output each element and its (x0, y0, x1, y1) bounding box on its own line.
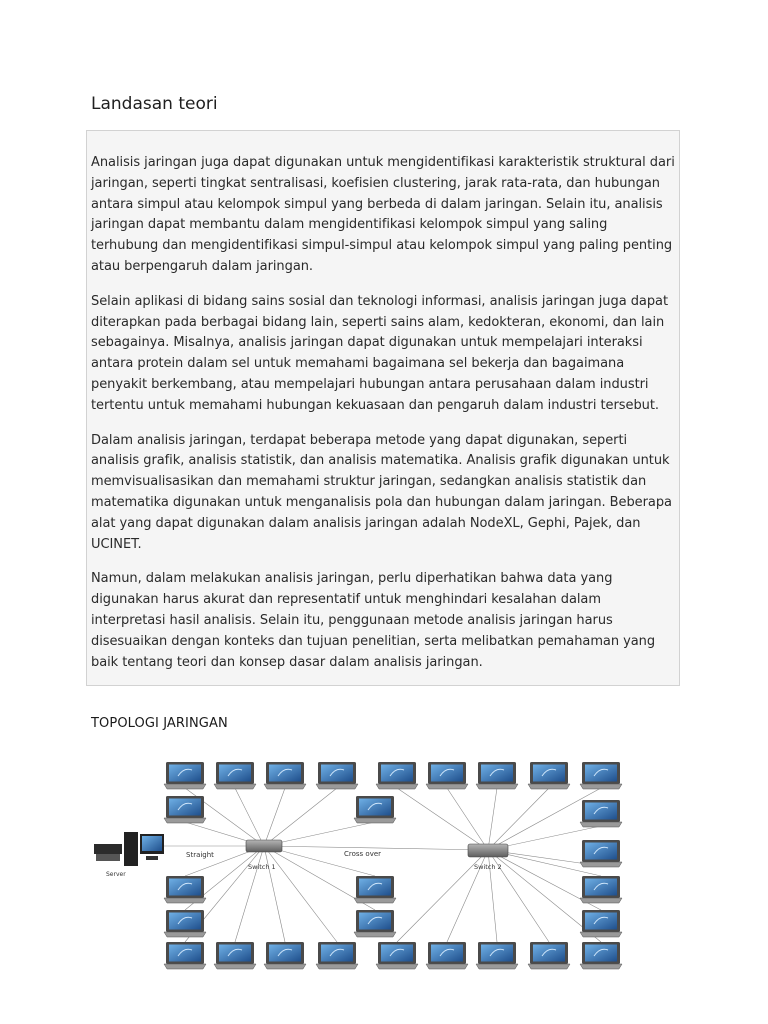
laptop-icon (316, 942, 358, 969)
laptop-icon (376, 942, 418, 969)
theory-text-box (86, 130, 680, 686)
switch-2-label: Switch 2 (474, 863, 502, 871)
laptop-icon (426, 762, 468, 789)
laptop-icon (376, 762, 418, 789)
server-computer (94, 832, 164, 878)
laptop-icon (214, 762, 256, 789)
link-line (488, 788, 497, 850)
laptop-icon (580, 840, 622, 867)
laptop-icon (164, 942, 206, 969)
switch-1 (246, 840, 282, 871)
laptop-icon (164, 876, 206, 903)
paragraph-4: Namun, dalam melakukan analisis jaringan, perlu diperhatikan bahwa data yang digunakan harus akurat dan representatif untuk menghindari kesalahan dalam interpretasi hasil analisis. Selain itu, penggunaan metode analisis jaringan harus disesuaikan dengan konteks dan tujuan penelitian, serta melibatkan pemahaman yang baik tentang teori dan konsep dasar dalam analisis jaringan. (91, 571, 656, 670)
server-label: Server (106, 871, 126, 878)
laptop-icon (528, 762, 570, 789)
laptop-icon (426, 942, 468, 969)
link-line (397, 788, 488, 850)
laptop-icon (476, 762, 518, 789)
crossover-label: Cross over (344, 850, 382, 858)
link-line (264, 788, 337, 846)
link-line (264, 846, 285, 942)
link-line (235, 788, 264, 846)
laptop-icon (580, 800, 622, 827)
laptop-icon (354, 796, 396, 823)
laptop-icon (354, 910, 396, 937)
laptop-icon (164, 796, 206, 823)
laptop-icon (164, 910, 206, 937)
laptop-icon (580, 910, 622, 937)
laptop-icon (264, 942, 306, 969)
link-line (235, 846, 264, 942)
link-line (264, 846, 337, 942)
laptop-icon (316, 762, 358, 789)
laptop-icon (214, 942, 256, 969)
laptop-icon (164, 762, 206, 789)
paragraph-2: Selain aplikasi di bidang sains sosial dan teknologi informasi, analisis jaringan juga dapat diterapkan pada berbagai bidang lain, seperti sains alam, kedokteran, ekonomi, dan lain sebagainya. Misalnya, analisis jaringan dapat digunakan untuk mempelajari interaksi antara protein dalam sel untuk memahami bagaimana sel bekerja dan bagaimana penyakit berkembang, atau mempelajari hubungan antara perusahaan dalam industri tertentu untuk memahami hubungan kekuasaan dan pengaruh dalam industri tersebut. (91, 293, 668, 413)
network-topology-diagram (88, 756, 640, 976)
paragraph-1: Analisis jaringan juga dapat digunakan untuk mengidentifikasi karakteristik struktural dari jaringan, seperti tingkat sentralisasi, koefisien clustering, jarak rata-rata, dan hubungan antara simpul atau kelompok simpul yang berbeda di dalam jaringan. Selain itu, analisis jaringan dapat membantu dalam mengidentifikasi kelompok simpul yang saling terhubung dan mengidentifikasi simpul-simpul atau kelompok simpul yang paling penting atau berpengaruh dalam jaringan. (91, 155, 675, 274)
laptop-icon (580, 876, 622, 903)
laptop-nodes (164, 762, 622, 969)
laptop-icon (580, 942, 622, 969)
link-line (488, 788, 549, 850)
paragraph-3: Dalam analisis jaringan, terdapat beberapa metode yang dapat digunakan, seperti analisis grafik, analisis statistik, dan analisis matematika. Analisis grafik digunakan untuk memvisualisasikan dan memahami struktur jaringan, sedangkan analisis statistik dan matematika digunakan untuk menganalisis pola dan hubungan dalam jaringan. Beberapa alat yang dapat digunakan dalam analisis jaringan adalah NodeXL, Gephi, Pajek, dan UCINET. (91, 432, 672, 552)
laptop-icon (354, 876, 396, 903)
page-heading: Landasan teori (91, 94, 218, 114)
switch-1-label: Switch 1 (248, 863, 276, 871)
laptop-icon (264, 762, 306, 789)
link-line (447, 788, 488, 850)
laptop-icon (476, 942, 518, 969)
topology-svg (88, 756, 640, 976)
laptop-icon (580, 762, 622, 789)
topology-heading: TOPOLOGI JARINGAN (91, 716, 228, 731)
laptop-icon (528, 942, 570, 969)
straight-label: Straight (186, 851, 214, 859)
